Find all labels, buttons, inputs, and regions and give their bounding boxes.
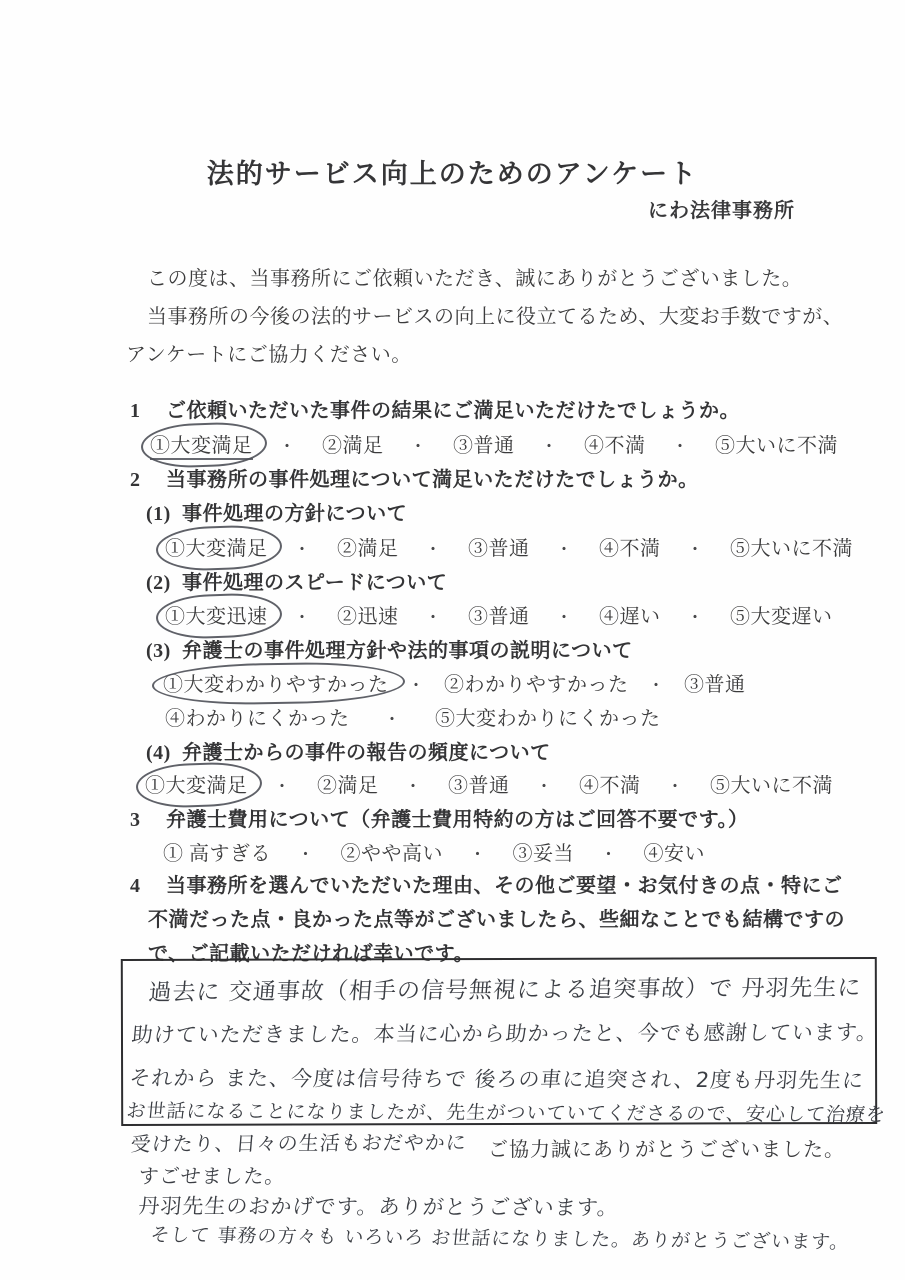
question-number: 3 [130, 809, 141, 831]
question-2-2-options-row [165, 600, 833, 629]
option-separator: ・ [555, 608, 573, 627]
question-number: (1) [146, 503, 171, 525]
handwritten-response-line: 過去に 交通事故（相手の信号無視による追突事故）で 丹羽先生に [147, 975, 863, 1006]
question-2-3-options-row-1 [163, 668, 746, 697]
option-separator: ・ [409, 437, 427, 456]
intro-line: この度は、当事務所にご依頼いただき、誠にありがとうございました。 [147, 268, 803, 290]
option-selected [165, 532, 268, 561]
question-number: 4 [130, 875, 141, 897]
option-separator: ・ [273, 777, 291, 796]
option-separator: ・ [666, 777, 684, 796]
option-label: ⑤大いに不満 [730, 538, 853, 560]
closing-thanks-text: ご協力誠にありがとうございました。 [488, 1139, 845, 1161]
question-text: 弁護士からの事件の報告の頻度について [182, 742, 551, 764]
page-title: 法的サービス向上のためのアンケート [206, 159, 699, 189]
question-2-3-options-row-2 [165, 702, 661, 731]
question-number: (4) [146, 742, 171, 764]
option-separator: ・ [293, 608, 311, 627]
question-2-4-options-row [145, 769, 833, 798]
option-label: ⑤大いに不満 [710, 775, 833, 797]
option-separator: ・ [424, 608, 442, 627]
option-label: ①大変満足 [145, 775, 248, 797]
option-label: ③普通 [448, 775, 510, 797]
handwritten-response-line: 助けていただきました。本当に心から助かったと、今でも感謝しています。 [130, 1020, 880, 1047]
option-label: ③普通 [453, 435, 515, 457]
option-label: ②わかりやすかった [444, 674, 629, 696]
option-selected [150, 429, 253, 458]
question-1-options-row [150, 429, 838, 458]
question-2-2-heading [146, 566, 447, 595]
option-separator: ・ [540, 437, 558, 456]
handwritten-response-line: 受けたり、日々の生活もおだやかに [129, 1130, 468, 1156]
option-label: ④遅い [599, 606, 661, 628]
question-number: (2) [146, 572, 171, 594]
handwritten-response-line: 丹羽先生のおかげです。ありがとうございます。 [137, 1194, 621, 1220]
question-4-heading-line-3: で、ご記載いただければ幸いです。 [148, 943, 474, 965]
intro-line: アンケートにご協力ください。 [126, 344, 412, 366]
option-label: ① 高すぎる [163, 843, 271, 865]
question-number: (3) [146, 640, 171, 662]
option-selected [145, 769, 248, 798]
handwritten-response-line: それから また、今度は信号待ちで 後ろの車に追突され、2度も丹羽先生に [128, 1066, 866, 1093]
option-separator: ・ [671, 437, 689, 456]
option-label: ⑤大変わかりにくかった [435, 708, 661, 730]
question-3-heading [130, 803, 749, 832]
option-separator: ・ [278, 437, 296, 456]
question-number: 1 [130, 400, 141, 422]
option-label: ⑤大変遅い [730, 606, 833, 628]
option-separator: ・ [600, 845, 618, 864]
option-selected [163, 668, 389, 697]
option-label: ④不満 [599, 538, 661, 560]
option-label: ③普通 [468, 538, 530, 560]
question-3-options-row [163, 837, 705, 866]
option-separator: ・ [535, 777, 553, 796]
option-label: ②満足 [317, 775, 379, 797]
option-label: ①大変満足 [150, 435, 253, 460]
option-label: ③妥当 [512, 843, 574, 865]
option-separator: ・ [383, 710, 401, 729]
option-label: ②満足 [337, 538, 399, 560]
option-label: ①大変迅速 [165, 606, 268, 628]
intro-line: 当事務所の今後の法的サービスの向上に役立てるため、大変お手数ですが、 [147, 306, 844, 328]
option-separator: ・ [555, 540, 573, 559]
option-label: ①大変わかりやすかった [163, 674, 389, 696]
question-2-4-heading [146, 736, 551, 765]
question-number: 2 [130, 469, 141, 491]
option-label: ②満足 [322, 435, 384, 457]
question-text: 弁護士費用について（弁護士費用特約の方はご回答不要です。） [166, 809, 749, 831]
option-separator: ・ [404, 777, 422, 796]
option-separator: ・ [297, 845, 315, 864]
option-label: ④わかりにくかった [165, 708, 350, 730]
question-text: 事件処理の方針について [182, 503, 408, 525]
option-separator: ・ [424, 540, 442, 559]
question-2-3-heading [146, 634, 633, 663]
option-label: ③普通 [468, 606, 530, 628]
law-firm-name: にわ法律事務所 [648, 200, 795, 222]
option-label: ②迅速 [337, 606, 399, 628]
handwritten-response-line: お世話になることになりましたが、先生がついていてくださるので、安心して治療を [125, 1100, 887, 1126]
question-text: 事件処理のスピードについて [182, 572, 448, 594]
handwritten-response-line: そして 事務の方々も いろいろ お世話になりました。ありがとうございます。 [149, 1223, 851, 1254]
option-label: ①大変満足 [165, 538, 268, 560]
question-4-heading-line-2: 不満だった点・良かった点等がございましたら、些細なことでも結構ですの [148, 909, 845, 931]
option-label: ⑤大いに不満 [715, 435, 838, 457]
option-separator: ・ [686, 540, 704, 559]
question-text: ご依頼いただいた事件の結果にご満足いただけたでしょうか。 [166, 400, 740, 422]
option-separator: ・ [469, 845, 487, 864]
question-2-1-options-row [165, 532, 853, 561]
option-separator: ・ [686, 608, 704, 627]
question-4-heading-line-1 [130, 869, 843, 898]
question-1-heading [130, 394, 740, 423]
option-label: ④不満 [584, 435, 646, 457]
option-label: ④不満 [579, 775, 641, 797]
question-2-heading [130, 463, 699, 492]
question-2-1-heading [146, 497, 407, 526]
option-label: ④安い [643, 843, 705, 865]
question-text: 当事務所を選んでいただいた理由、その他ご要望・お気付きの点・特にご [166, 875, 843, 897]
option-separator: ・ [407, 676, 425, 695]
option-separator: ・ [293, 540, 311, 559]
option-label: ②やや高い [340, 843, 443, 865]
question-text: 弁護士の事件処理方針や法的事項の説明について [182, 640, 633, 662]
option-selected [165, 600, 268, 629]
handwritten-response-line: すごせました。 [137, 1164, 287, 1188]
option-separator: ・ [647, 676, 665, 695]
option-label: ③普通 [684, 674, 746, 696]
question-text: 当事務所の事件処理について満足いただけたでしょうか。 [166, 469, 699, 491]
